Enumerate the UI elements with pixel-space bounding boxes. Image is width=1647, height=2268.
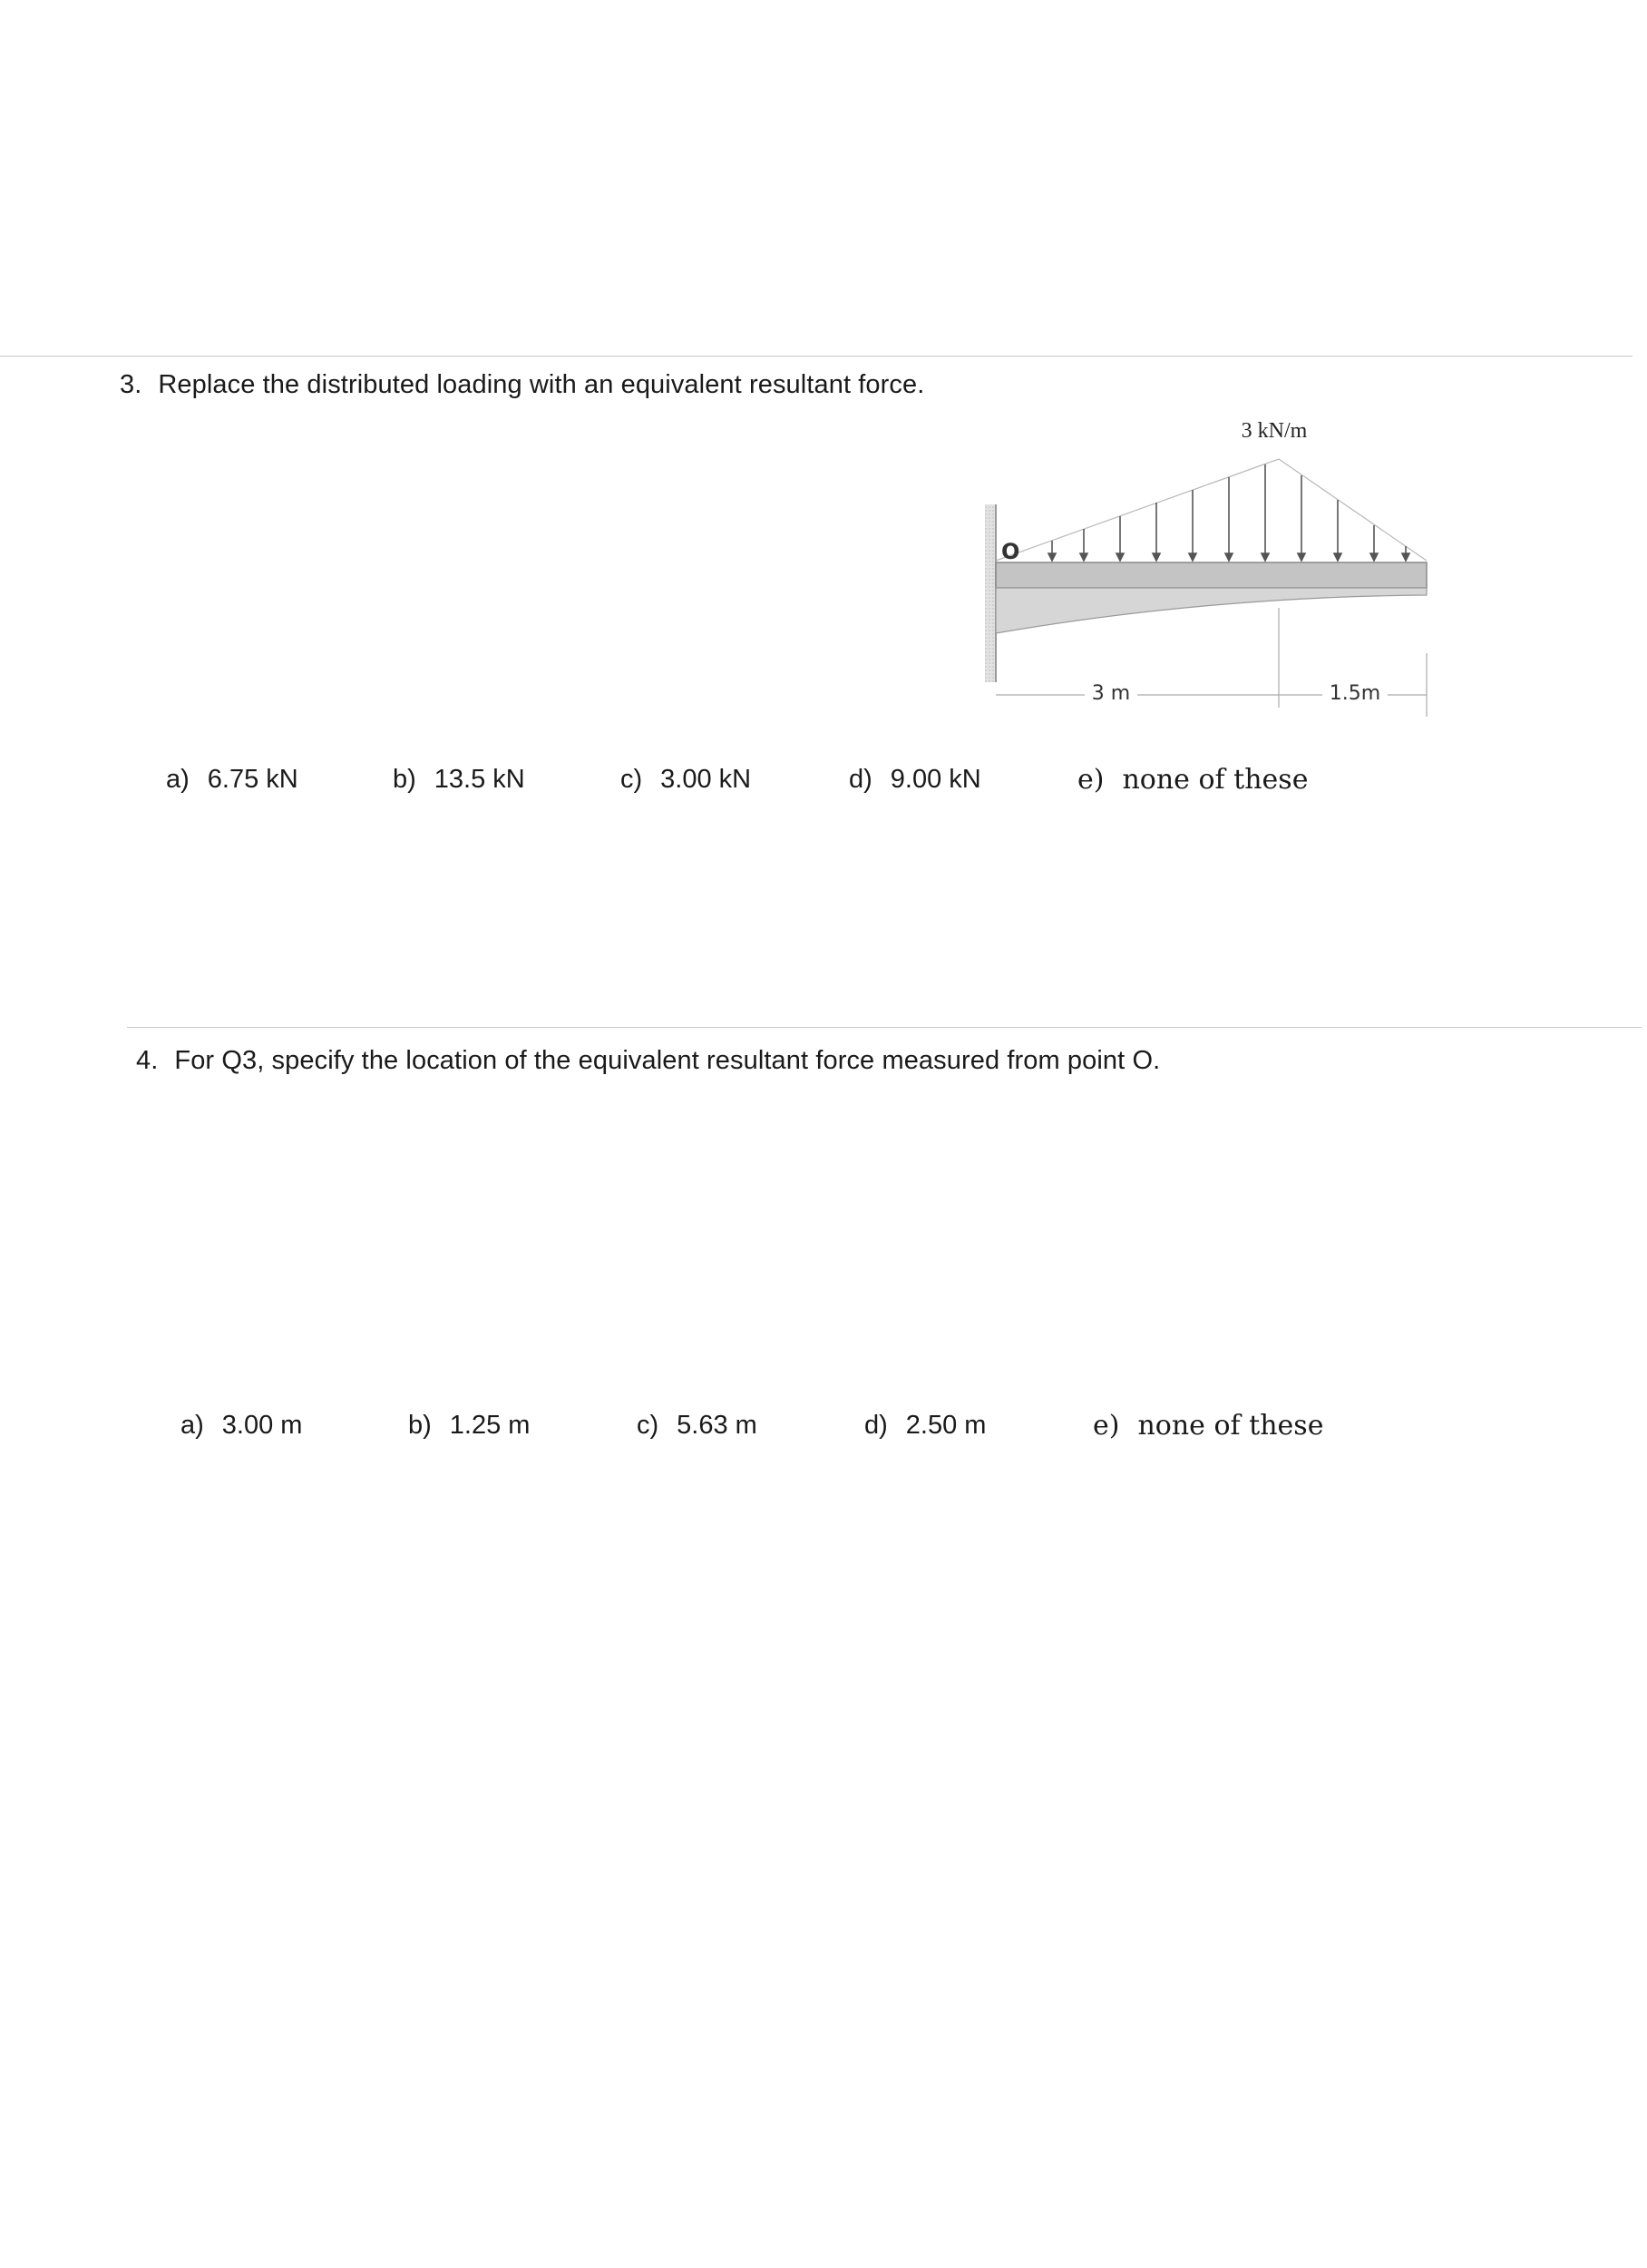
q3-option-e[interactable] bbox=[1077, 764, 1308, 796]
beam-diagram bbox=[970, 408, 1442, 735]
q3-option-b[interactable] bbox=[393, 765, 525, 795]
q4-option-b-text: 1.25 m bbox=[449, 1411, 531, 1440]
q4-option-e[interactable] bbox=[1093, 1410, 1323, 1442]
q4-option-c-text: 5.63 m bbox=[677, 1411, 757, 1440]
beam-haunch bbox=[996, 588, 1427, 633]
load-arrows bbox=[1048, 464, 1409, 561]
q3-option-c[interactable] bbox=[620, 765, 751, 795]
question-4-text: For Q3, specify the location of the equivalent resultant force measured from point O. bbox=[174, 1046, 1161, 1075]
question-4 bbox=[136, 1046, 1160, 1076]
q3-option-d[interactable] bbox=[849, 765, 981, 795]
question-3-text: Replace the distributed loading with an equivalent resultant force. bbox=[158, 370, 925, 399]
divider-middle bbox=[127, 1027, 1642, 1028]
q4-option-c[interactable] bbox=[637, 1411, 757, 1441]
dimension-3m-label: 3 m bbox=[1091, 682, 1131, 705]
question-4-number: 4. bbox=[136, 1046, 159, 1075]
question-3 bbox=[120, 370, 924, 400]
point-o-label: O bbox=[1001, 539, 1020, 564]
load-intensity-label: 3 kN/m bbox=[1241, 419, 1308, 443]
q3-option-a[interactable] bbox=[166, 765, 298, 795]
q3-option-e-letter: e) bbox=[1077, 764, 1105, 796]
q3-option-e-text: none of these bbox=[1122, 764, 1309, 796]
divider-top bbox=[0, 356, 1632, 357]
q4-option-d-letter: d) bbox=[864, 1411, 888, 1440]
q3-option-d-text: 9.00 kN bbox=[890, 765, 981, 794]
q3-option-a-letter: a) bbox=[166, 765, 190, 794]
q3-option-b-text: 13.5 kN bbox=[434, 765, 525, 794]
q4-option-a[interactable] bbox=[180, 1411, 302, 1441]
q3-option-d-letter: d) bbox=[849, 765, 872, 794]
q3-option-c-letter: c) bbox=[620, 765, 643, 794]
dimension-1-5m-label: 1.5m bbox=[1329, 682, 1381, 705]
q4-option-e-text: none of these bbox=[1137, 1410, 1324, 1442]
question-3-number: 3. bbox=[120, 370, 142, 399]
load-outline bbox=[996, 459, 1427, 561]
fixed-wall bbox=[985, 504, 996, 682]
q3-option-a-text: 6.75 kN bbox=[207, 765, 298, 794]
q4-option-a-text: 3.00 m bbox=[221, 1411, 303, 1440]
q4-option-b-letter: b) bbox=[408, 1411, 432, 1440]
q4-option-c-letter: c) bbox=[637, 1411, 659, 1440]
q3-option-b-letter: b) bbox=[393, 765, 416, 794]
q4-option-a-letter: a) bbox=[180, 1411, 204, 1440]
q4-option-e-letter: e) bbox=[1093, 1410, 1120, 1442]
q4-option-d-text: 2.50 m bbox=[905, 1411, 987, 1440]
q4-option-d[interactable] bbox=[864, 1411, 986, 1441]
q3-option-c-text: 3.00 kN bbox=[660, 765, 752, 794]
q4-option-b[interactable] bbox=[408, 1411, 530, 1441]
beam bbox=[996, 562, 1427, 588]
